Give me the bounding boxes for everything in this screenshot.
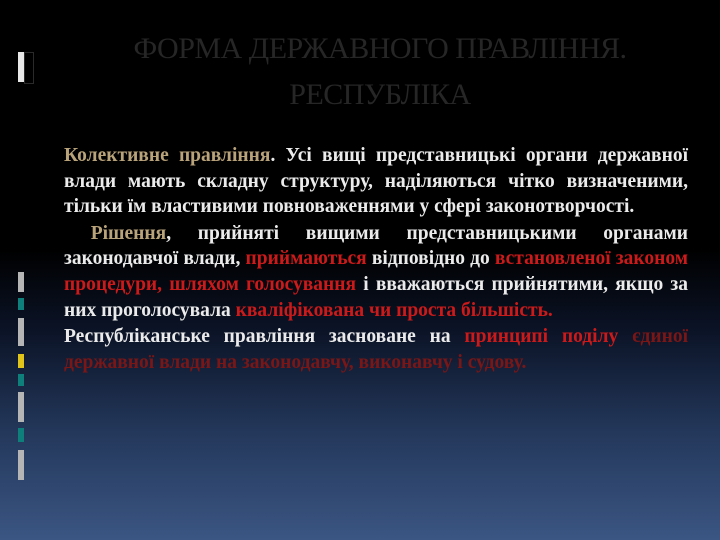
slide-title-line2: РЕСПУБЛІКА [289,78,471,111]
slide-body [64,143,688,376]
accent-bar-gray [18,318,24,346]
accent-bar-teal [18,374,24,386]
highlight-branches: єдиної державної влади на законодавчу, виконавчу і судову. [64,326,689,373]
term-decisions: Рішення [90,222,167,244]
paragraph-decisions [64,221,688,323]
highlight-adopted: приймаються [245,248,367,270]
term-collective-rule: Колективне правління [64,145,271,166]
slide-title [60,26,700,118]
accent-bar-gray [18,450,24,480]
highlight-separation-principle: принципі поділу [464,326,619,348]
paragraph-republican-rule [64,324,688,375]
paragraph-text: Республіканське правління засноване на [64,326,465,348]
accent-bar-black [24,52,34,84]
accent-bar-gray [18,392,24,422]
paragraph-text: . Усі вищі представницькі органи державної влади мають складну структуру, наділяються чітко визначеними, тільки їм властивими повноваженнями у сфері законотворчості. [64,145,688,218]
paragraph-text: , прийняті вищими представницькими органами законодавчої влади, [64,222,689,270]
paragraph-text: і вважаються прийнятими, якщо за них проголосувала [64,273,688,321]
accent-bar-yellow [18,354,24,368]
highlight-majority: кваліфікована чи проста більшість. [235,299,553,321]
paragraph-text: відповідно до [366,248,495,270]
paragraph-collective-rule [64,143,688,220]
accent-bar-teal [18,428,24,442]
accent-bar-teal [18,298,24,310]
slide-title-line1: ФОРМА ДЕРЖАВНОГО ПРАВЛІННЯ. [133,32,627,65]
highlight-procedure: встановленої законом процедури, шляхом голосування [64,248,688,295]
accent-bar-gray [18,272,24,292]
